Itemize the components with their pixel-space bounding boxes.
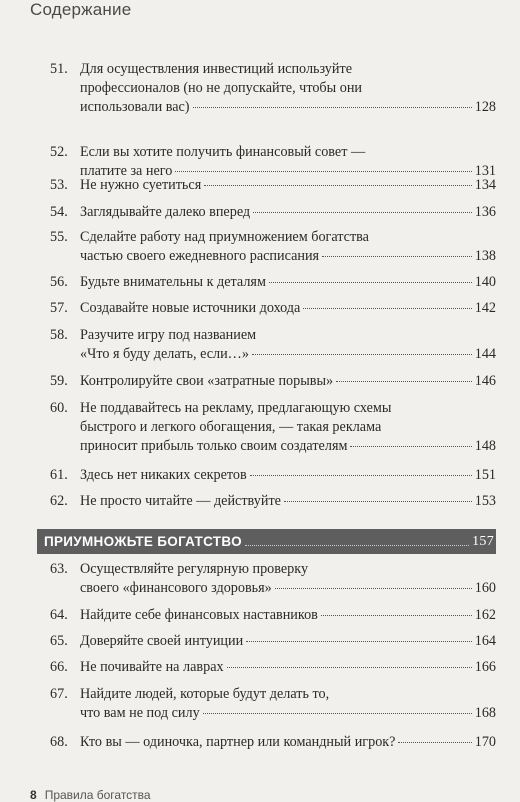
toc-entry-text: Заглядывайте далеко вперед xyxy=(80,204,251,220)
toc-entry-page-number: 148 xyxy=(474,438,496,454)
toc-entry-line xyxy=(80,274,496,290)
toc-entry-line xyxy=(80,438,496,454)
toc-entry-number: 62. xyxy=(50,493,68,509)
section-title: ПРИУМНОЖЬТЕ БОГАТСТВО xyxy=(44,534,242,549)
toc-entry-text: Не поддавайтесь на рекламу, предлагающую схемы xyxy=(80,400,392,416)
toc-entry-text: «Что я буду делать, если…» xyxy=(80,346,249,362)
toc-entry-number: 55. xyxy=(50,229,68,245)
toc-entry-text: Не просто читайте — действуйте xyxy=(80,493,281,509)
toc-entry-line xyxy=(80,99,496,115)
toc-entry-page-number: 138 xyxy=(474,248,496,264)
toc-entry-text: Найдите людей, которые будут делать то, xyxy=(80,686,330,702)
toc-entry-number: 53. xyxy=(50,177,68,193)
dot-leader xyxy=(246,641,472,642)
toc-entry-page-number: 146 xyxy=(474,373,496,389)
toc-entry-number: 64. xyxy=(50,607,68,623)
toc-entry-text: Будьте внимательны к деталям xyxy=(80,274,266,290)
toc-entry-page-number: 160 xyxy=(474,580,496,596)
toc-entry-text: Не почивайте на лаврах xyxy=(80,659,224,675)
toc-entry-number: 58. xyxy=(50,327,68,343)
dot-leader xyxy=(250,475,472,476)
toc-entry-page-number: 168 xyxy=(474,705,496,721)
section-heading xyxy=(37,529,496,554)
toc-entry-text: Здесь нет никаких секретов xyxy=(80,467,247,483)
toc-entry-line xyxy=(80,229,496,245)
toc-entry-number: 57. xyxy=(50,300,68,316)
toc-entry-line xyxy=(80,659,496,675)
dot-leader xyxy=(193,107,472,108)
toc-entry-text: Доверяйте своей интуиции xyxy=(80,633,244,649)
toc-entry-number: 63. xyxy=(50,561,68,577)
toc-entry-number: 68. xyxy=(50,734,68,750)
dot-leader xyxy=(204,185,471,186)
dot-leader xyxy=(398,742,471,743)
toc-entry-line xyxy=(80,346,496,362)
dot-leader xyxy=(350,446,471,447)
toc-entry-text: Найдите себе финансовых наставников xyxy=(80,607,318,623)
toc-entry-text: что вам не под силу xyxy=(80,705,200,721)
dot-leader xyxy=(269,282,472,283)
toc-entry-page-number: 170 xyxy=(474,734,496,750)
toc-entry-line xyxy=(80,300,496,316)
toc-entry-page-number: 144 xyxy=(474,346,496,362)
toc-entry-line xyxy=(80,686,496,702)
footer-book-title: Правила богатства xyxy=(44,788,151,802)
dot-leader xyxy=(322,256,472,257)
toc-entry-line xyxy=(80,705,496,721)
toc-entry-number: 61. xyxy=(50,467,68,483)
toc-entry-text: использовали вас) xyxy=(80,99,190,115)
toc-entry-text: быстрого и легкого обогащения, — такая реклама xyxy=(80,419,382,435)
dot-leader xyxy=(175,171,471,172)
dot-leader xyxy=(227,667,472,668)
dot-leader xyxy=(336,381,472,382)
toc-entry-line xyxy=(80,144,496,160)
toc-entry-line xyxy=(80,419,496,435)
toc-entry-line xyxy=(80,61,496,77)
toc-entry-text: своего «финансового здоровья» xyxy=(80,580,272,596)
toc-entry-page-number: 164 xyxy=(474,633,496,649)
toc-entry-number: 65. xyxy=(50,633,68,649)
dot-leader xyxy=(275,588,472,589)
toc-entry-text: профессионалов (но не допускайте, чтобы они xyxy=(80,80,363,96)
toc-entry-page-number: 151 xyxy=(474,467,496,483)
toc-entry-number: 59. xyxy=(50,373,68,389)
toc-entry-line xyxy=(80,177,496,193)
toc-entry-number: 67. xyxy=(50,686,68,702)
toc-entry-page-number: 128 xyxy=(474,99,496,115)
dot-leader xyxy=(203,713,472,714)
toc-entry-line xyxy=(80,467,496,483)
toc-entry-number: 66. xyxy=(50,659,68,675)
toc-entry-text: Контролируйте свои «затратные порывы» xyxy=(80,373,334,389)
toc-entry-line xyxy=(80,204,496,220)
toc-entry-page-number: 162 xyxy=(474,607,496,623)
toc-entry-page-number: 131 xyxy=(474,163,496,179)
toc-entry-line xyxy=(80,327,496,343)
toc-entry-line xyxy=(80,633,496,649)
toc-entry-line xyxy=(80,580,496,596)
toc-entry-text: приносит прибыль только своим создателям xyxy=(80,438,348,454)
toc-entry-line xyxy=(80,400,496,416)
toc-entry-line xyxy=(80,493,496,509)
toc-entry-text: частью своего ежедневного расписания xyxy=(80,248,320,264)
toc-entry-number: 51. xyxy=(50,61,68,77)
footer-page-number: 8 xyxy=(30,788,37,802)
toc-entry-number: 52. xyxy=(50,144,68,160)
toc-entry-line xyxy=(80,248,496,264)
dot-leader xyxy=(245,545,469,546)
toc-entry-page-number: 136 xyxy=(474,204,496,220)
dot-leader xyxy=(303,308,471,309)
toc-entry-text: Для осуществления инвестиций используйте xyxy=(80,61,352,77)
toc-entry-text: Разучите игру под названием xyxy=(80,327,257,343)
toc-entry-text: Осуществляйте регулярную проверку xyxy=(80,561,309,577)
dot-leader xyxy=(253,212,472,213)
toc-entry-text: Кто вы — одиночка, партнер или командный игрок? xyxy=(80,734,396,750)
dot-leader xyxy=(252,354,472,355)
toc-entry-text: Если вы хотите получить финансовый совет — xyxy=(80,144,366,160)
toc-entry-line xyxy=(80,607,496,623)
toc-entry-text: платите за него xyxy=(80,163,173,179)
toc-entry-text: Не нужно суетиться xyxy=(80,177,202,193)
toc-entry-page-number: 166 xyxy=(474,659,496,675)
toc-entry-line xyxy=(80,80,496,96)
toc-entry-text: Сделайте работу над приумножением богатства xyxy=(80,229,369,245)
toc-entry-number: 60. xyxy=(50,400,68,416)
toc-entry-number: 56. xyxy=(50,274,68,290)
toc-entry-page-number: 134 xyxy=(474,177,496,193)
toc-entry-number: 54. xyxy=(50,204,68,220)
toc-entry-text: Создавайте новые источники дохода xyxy=(80,300,301,316)
toc-entry-line xyxy=(80,561,496,577)
dot-leader xyxy=(284,501,472,502)
dot-leader xyxy=(321,615,472,616)
toc-entry-page-number: 142 xyxy=(474,300,496,316)
toc-entry-page-number: 140 xyxy=(474,274,496,290)
section-page-number: 157 xyxy=(472,533,494,549)
toc-entry-line xyxy=(80,373,496,389)
page-header-title: Содержание xyxy=(30,0,132,19)
toc-entry-page-number: 153 xyxy=(474,493,496,509)
toc-entry-line xyxy=(80,734,496,750)
